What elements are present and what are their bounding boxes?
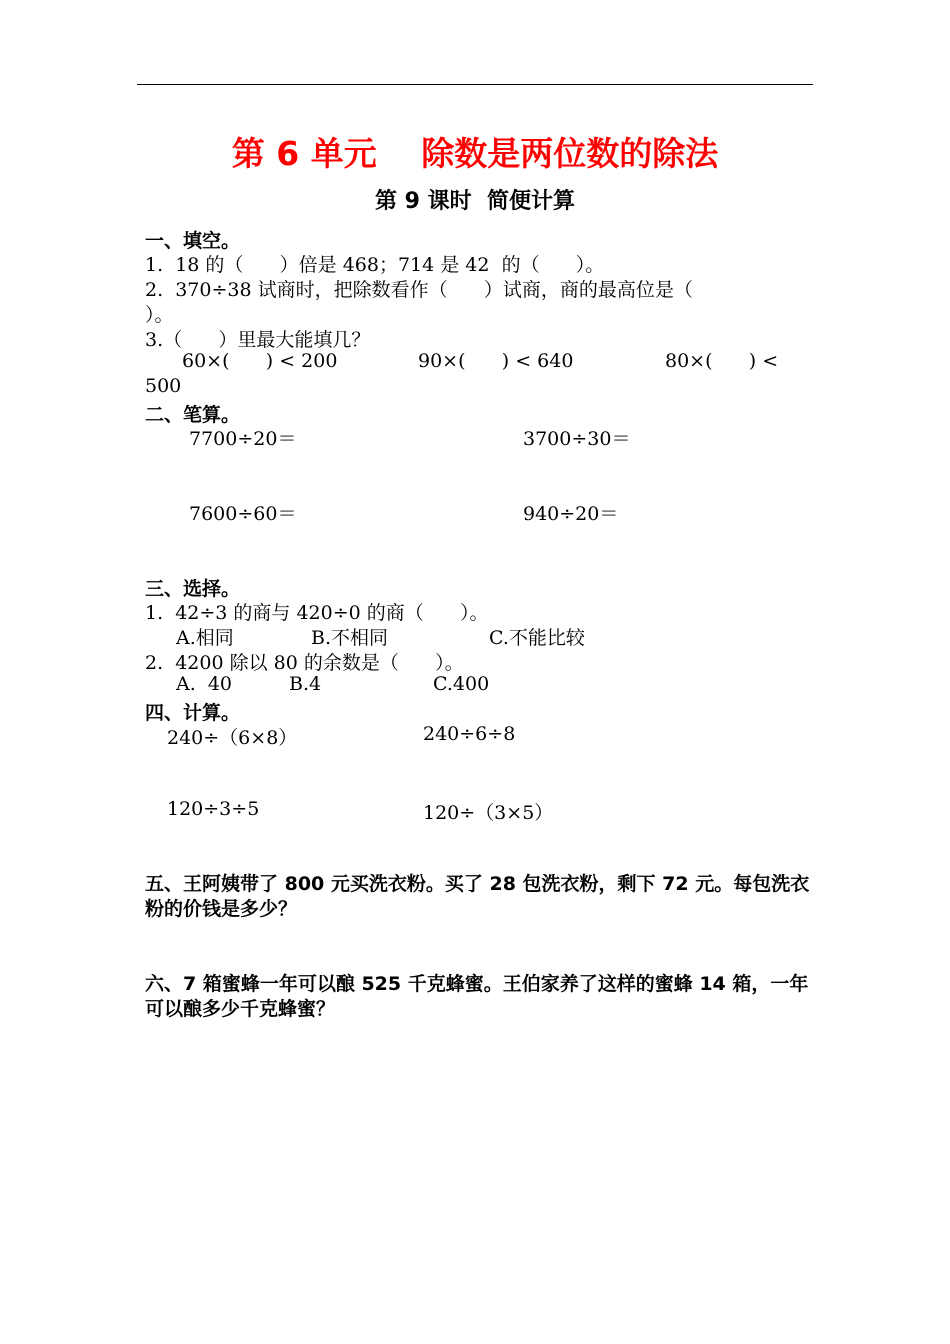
section3-q2: 2. 4200 除以 80 的余数是（ ）。 [145,652,464,674]
section3-q1-option-c: C.不能比较 [489,627,585,649]
section1-q1: 1. 18 的（ ）倍是 468；714 是 42 的（ ）。 [145,254,605,276]
section4-item: 120÷3÷5 [167,798,260,820]
section3-q2-option-c: C.400 [433,673,490,695]
section2-item: 3700÷30＝ [523,428,631,450]
section1-heading: 一、填空。 [145,230,241,252]
section4-heading: 四、计算。 [145,702,241,724]
section3-q2-option-a: A. 40 [176,673,233,695]
section1-q2: 2. 370÷38 试商时，把除数看作（ ）试商，商的最高位是（ [145,279,693,301]
page-title: 第 6 单元 除数是两位数的除法 [231,134,719,173]
section3-q1-option-a: A.相同 [176,627,234,649]
section1-q3: 3.（ ）里最大能填几？ [145,329,371,351]
section2-item: 940÷20＝ [523,503,619,525]
section1-q3-b: 90×( ) < 640 [418,350,574,372]
section3-q2-option-b: B.4 [289,673,322,695]
section1-q2-tail: ）。 [145,304,174,326]
section4-item: 240÷（6×8） [167,727,298,749]
section6-problem: 六、7 箱蜜蜂一年可以酿 525 千克蜂蜜。王伯家养了这样的蜜蜂 14 箱，一年可以酿多少千克蜂蜜？ [145,973,809,1020]
section2-item: 7700÷20＝ [189,428,297,450]
section5-problem: 五、王阿姨带了 800 元买洗衣粉。买了 28 包洗衣粉，剩下 72 元。每包洗衣粉的价钱是多少？ [145,873,810,920]
section2-item: 7600÷60＝ [189,503,297,525]
section3-q1-option-b: B.不相同 [311,627,389,649]
section1-q3-c-tail: 500 [145,375,182,397]
lesson-subtitle: 第 9 课时 简便计算 [375,189,575,214]
section2-heading: 二、笔算。 [145,404,241,426]
header-rule [137,84,813,85]
section3-heading: 三、选择。 [145,578,241,600]
section4-item: 240÷6÷8 [423,723,516,745]
section1-q3-a: 60×( ) < 200 [182,350,338,372]
section3-q1: 1. 42÷3 的商与 420÷0 的商（ ）。 [145,602,489,624]
section1-q3-c: 80×( ) < [665,350,779,372]
section4-item: 120÷（3×5） [423,802,554,824]
